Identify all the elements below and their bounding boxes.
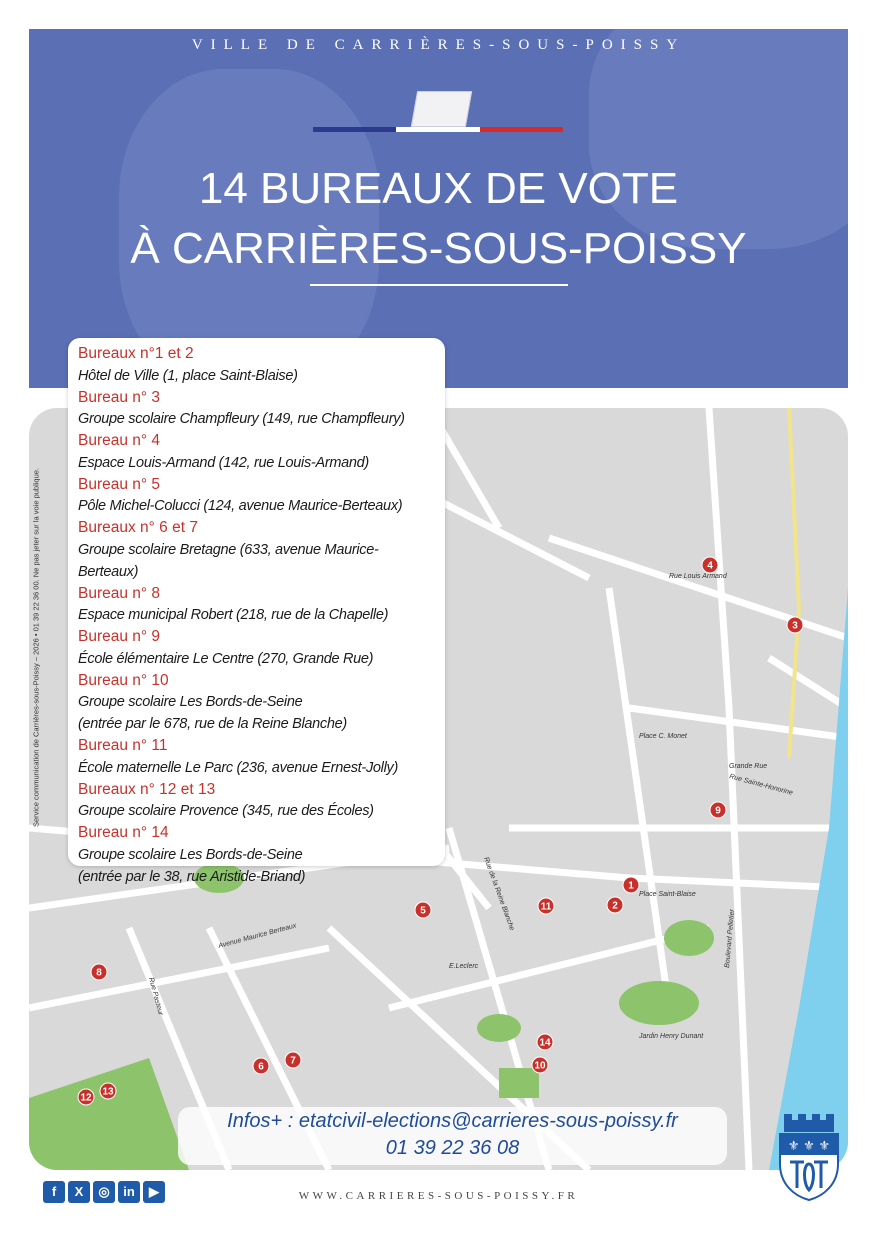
- bureau-address-detail: (entrée par le 678, rue de la Reine Blanche): [78, 716, 347, 732]
- map-label: Place C. Monet: [639, 733, 687, 740]
- bureau-marker-6[interactable]: [253, 1058, 269, 1074]
- page-title: [29, 159, 848, 279]
- bureau-address: Pôle Michel-Colucci (124, avenue Maurice-Berteaux): [78, 498, 403, 514]
- bureau-title: Bureau n° 3: [78, 388, 161, 406]
- bureau-marker-9[interactable]: [710, 802, 726, 818]
- bureau-entry: [78, 430, 435, 474]
- facebook-icon[interactable]: f: [43, 1181, 65, 1203]
- bureau-entry: [78, 387, 435, 431]
- marker-number: 3: [792, 620, 798, 632]
- linkedin-icon[interactable]: in: [118, 1181, 140, 1203]
- bureau-address: Hôtel de Ville (1, place Saint-Blaise): [78, 367, 298, 384]
- bureau-title: Bureaux n° 6 et 7: [78, 519, 198, 536]
- bureau-address: Espace municipal Robert (218, rue de la Chapelle): [78, 607, 389, 623]
- bureau-address: École élémentaire Le Centre (270, Grande Rue): [78, 650, 374, 667]
- title-line-2: À CARRIÈRES-SOUS-POISSY: [130, 224, 747, 273]
- bureau-entry: [78, 626, 435, 670]
- map-label: Jardin Henry Dunant: [639, 1033, 704, 1040]
- bureau-title: Bureau n° 5: [78, 475, 161, 493]
- legal-note: [29, 430, 43, 870]
- map-label: Boulevard Pelletier: [724, 909, 737, 969]
- bureau-marker-5[interactable]: [415, 902, 431, 918]
- website-link[interactable]: WWW.CARRIERES-SOUS-POISSY.FR: [298, 1190, 579, 1202]
- marker-number: 7: [290, 1055, 296, 1067]
- marker-number: 11: [540, 901, 552, 913]
- bureau-marker-11[interactable]: [538, 898, 554, 914]
- bureau-marker-8[interactable]: [91, 964, 107, 980]
- marker-number: 5: [420, 905, 426, 917]
- bureau-marker-7[interactable]: [285, 1052, 301, 1068]
- map-label: Grande Rue: [729, 763, 768, 770]
- contact-email[interactable]: Infos+ : etatcivil-elections@carrieres-sous-poissy.fr: [227, 1110, 678, 1132]
- marker-number: 10: [534, 1060, 546, 1072]
- bureau-entry: [78, 670, 435, 736]
- bureau-marker-2[interactable]: [607, 897, 623, 913]
- map-label: Rue Louis Armand: [669, 573, 727, 580]
- map-label: Avenue Maurice Berteaux: [217, 922, 298, 950]
- city-crest-logo: [778, 1110, 840, 1202]
- marker-number: 13: [102, 1086, 114, 1098]
- river-seine: [769, 588, 848, 1170]
- marker-number: 1: [628, 880, 634, 892]
- bureau-address: Groupe scolaire Champfleury (149, rue Champfleury): [78, 411, 405, 427]
- map-label: Rue Sainte-Honorine: [728, 773, 794, 797]
- marker-number: 2: [612, 900, 618, 912]
- instagram-icon[interactable]: ◎: [93, 1181, 115, 1203]
- title-divider: [310, 284, 568, 286]
- x-twitter-icon[interactable]: X: [68, 1181, 90, 1203]
- bureau-entry: [78, 343, 435, 387]
- bureau-entry: [78, 779, 435, 823]
- map-label: Rue Pasteur: [147, 976, 164, 1017]
- youtube-icon[interactable]: ▶: [143, 1181, 165, 1203]
- marker-number: 6: [258, 1061, 264, 1073]
- bureau-address: Groupe scolaire Provence (345, rue des Écoles): [78, 803, 374, 819]
- city-name: VILLE DE CARRIÈRES-SOUS-POISSY: [191, 37, 686, 53]
- bureau-address: Groupe scolaire Les Bords-de-Seine: [78, 694, 303, 710]
- bureau-marker-14[interactable]: [537, 1034, 553, 1050]
- bureau-marker-1[interactable]: [623, 877, 639, 893]
- header-banner: [29, 29, 848, 388]
- bureau-marker-12[interactable]: [78, 1089, 94, 1105]
- bureau-address-detail: (entrée par le 38, rue Aristide-Briand): [78, 868, 306, 885]
- bureau-title: Bureaux n° 12 et 13: [78, 780, 216, 798]
- bureau-title: Bureau n° 9: [78, 628, 161, 645]
- bureau-address: Groupe scolaire Les Bords-de-Seine: [78, 846, 303, 863]
- bureau-marker-4[interactable]: [702, 557, 718, 573]
- svg-text:⚜ ⚜ ⚜: ⚜ ⚜ ⚜: [787, 1138, 831, 1153]
- marker-number: 9: [715, 805, 721, 817]
- marker-number: 8: [96, 967, 102, 979]
- ballot-envelope-icon: [411, 91, 472, 127]
- bureau-entry: [78, 822, 435, 888]
- bureau-address: École maternelle Le Parc (236, avenue Ernest-Jolly): [78, 759, 398, 776]
- bureau-title: Bureau n° 8: [78, 584, 161, 602]
- bureau-entry: [78, 517, 435, 583]
- map-label: Place Saint-Blaise: [639, 891, 696, 898]
- bureau-title: Bureau n° 4: [78, 432, 161, 449]
- contact-phone[interactable]: 01 39 22 36 08: [385, 1137, 520, 1159]
- map-label: Rue de la Reine Blanche: [482, 856, 516, 932]
- map-label: E.Leclerc: [449, 963, 479, 970]
- bureau-marker-10[interactable]: [532, 1057, 548, 1073]
- bureau-title: Bureau n° 10: [78, 671, 169, 689]
- bureau-marker-3[interactable]: [787, 617, 803, 633]
- tricolor-bar: [313, 127, 563, 132]
- legal-note-text: Service communication de Carrières-sous-Poissy – 2026 • 01 39 22 36 00. Ne pas jeter sur la voie publique.: [31, 467, 41, 828]
- title-line-1: 14 BUREAUX DE VOTE: [198, 164, 679, 213]
- bureau-entry: [78, 583, 435, 627]
- bureau-address: Espace Louis-Armand (142, rue Louis-Armand): [78, 454, 369, 471]
- info-box: [178, 1107, 727, 1165]
- bureau-entry: [78, 735, 435, 779]
- marker-number: 14: [539, 1037, 551, 1049]
- bureau-address: Groupe scolaire Bretagne (633, avenue Maurice-Berteaux): [78, 541, 379, 580]
- bureau-title: Bureau n° 11: [78, 737, 168, 754]
- bureau-marker-13[interactable]: [100, 1083, 116, 1099]
- bureau-title: Bureaux n°1 et 2: [78, 345, 194, 362]
- bureau-title: Bureau n° 14: [78, 824, 169, 841]
- bureaux-list: [68, 338, 445, 885]
- marker-number: 4: [707, 560, 713, 572]
- marker-number: 12: [80, 1092, 92, 1104]
- bureau-entry: [78, 474, 435, 518]
